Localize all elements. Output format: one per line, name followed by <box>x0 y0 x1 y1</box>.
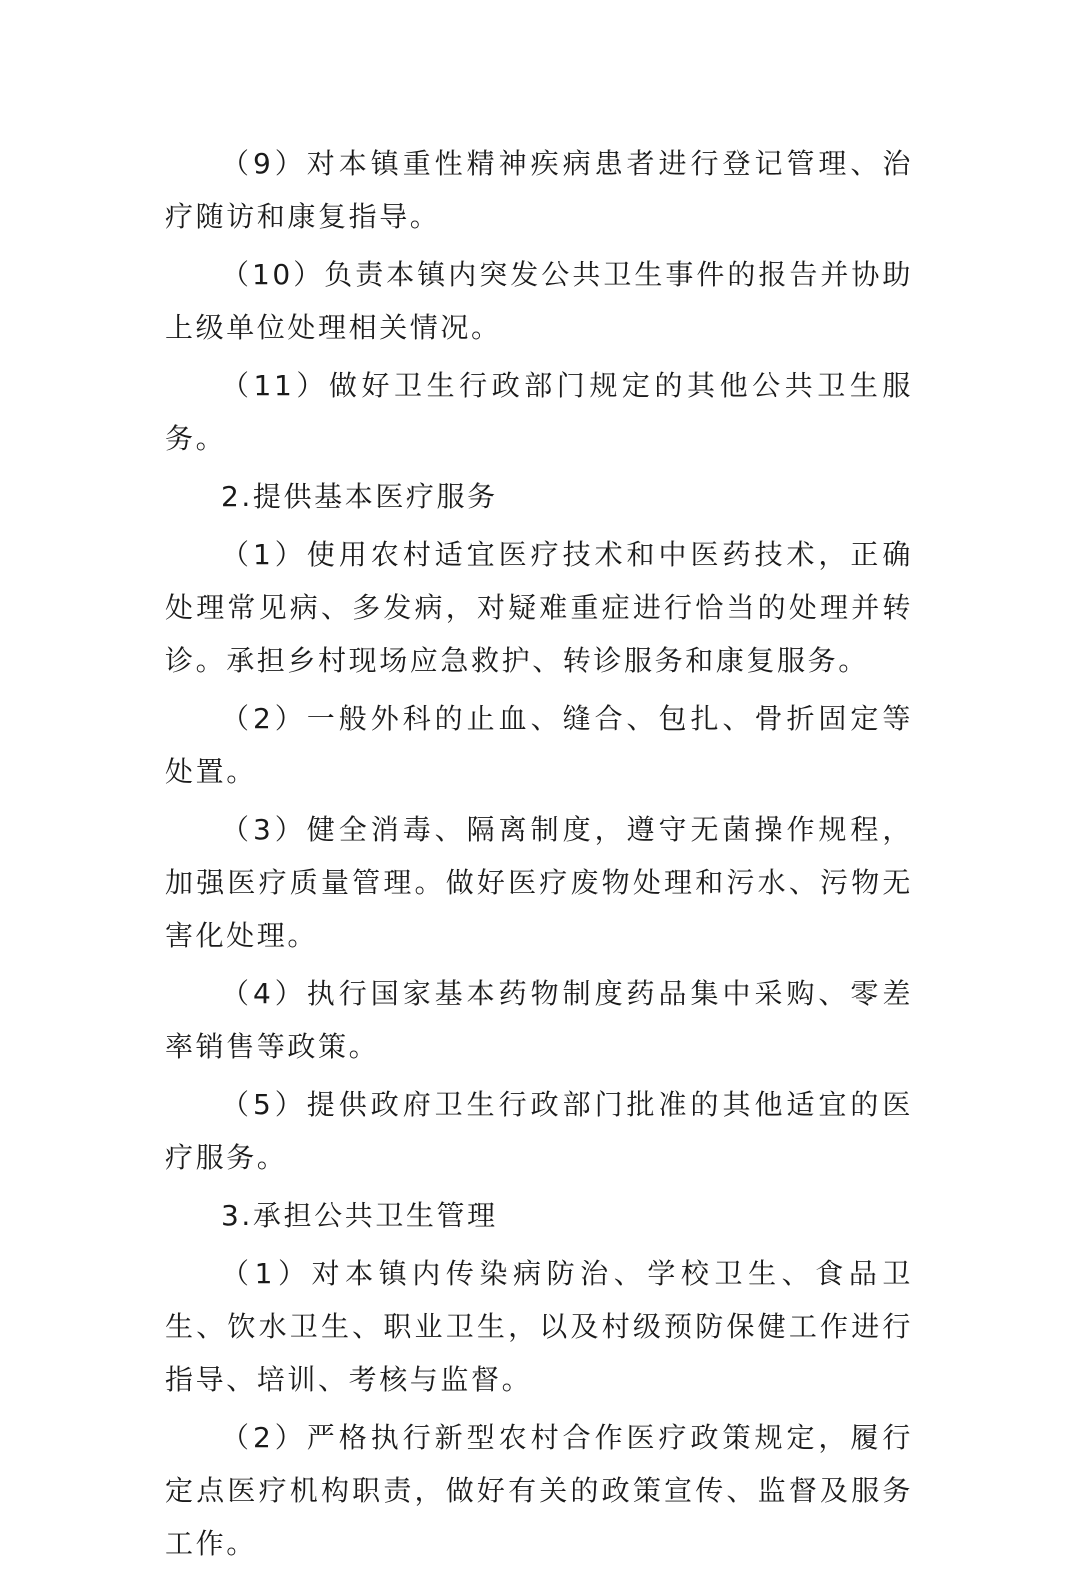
section-heading-public-health-management: 3.承担公共卫生管理 <box>221 1199 498 1232</box>
paragraph-medical-1: （1）使用农村适宜医疗技术和中医药技术，正确处理常见病、多发病，对疑难重症进行恰当的处理并转诊。承担乡村现场应急救护、转诊服务和康复服务。 <box>165 538 913 677</box>
paragraph-medical-5: （5）提供政府卫生行政部门批准的其他适宜的医疗服务。 <box>165 1088 913 1174</box>
paragraph-10-public-health-events: （10）负责本镇内突发公共卫生事件的报告并协助上级单位处理相关情况。 <box>165 258 913 344</box>
paragraph-medical-2: （2）一般外科的止血、缝合、包扎、骨折固定等处置。 <box>165 702 913 788</box>
paragraph-medical-3: （3）健全消毒、隔离制度，遵守无菌操作规程，加强医疗质量管理。做好医疗废物处理和污水、污物无害化处理。 <box>165 813 913 952</box>
paragraph-medical-4: （4）执行国家基本药物制度药品集中采购、零差率销售等政策。 <box>165 977 913 1063</box>
document-body <box>165 137 913 1575</box>
section-heading-basic-medical: 2.提供基本医疗服务 <box>221 480 498 513</box>
paragraph-management-1: （1）对本镇内传染病防治、学校卫生、食品卫生、饮水卫生、职业卫生，以及村级预防保健工作进行指导、培训、考核与监督。 <box>165 1257 913 1396</box>
paragraph-management-2: （2）严格执行新型农村合作医疗政策规定，履行定点医疗机构职责，做好有关的政策宣传、监督及服务工作。 <box>165 1421 913 1560</box>
paragraph-9-mental-health: （9）对本镇重性精神疾病患者进行登记管理、治疗随访和康复指导。 <box>165 147 913 233</box>
paragraph-11-other-public-health: （11）做好卫生行政部门规定的其他公共卫生服务。 <box>165 369 913 455</box>
